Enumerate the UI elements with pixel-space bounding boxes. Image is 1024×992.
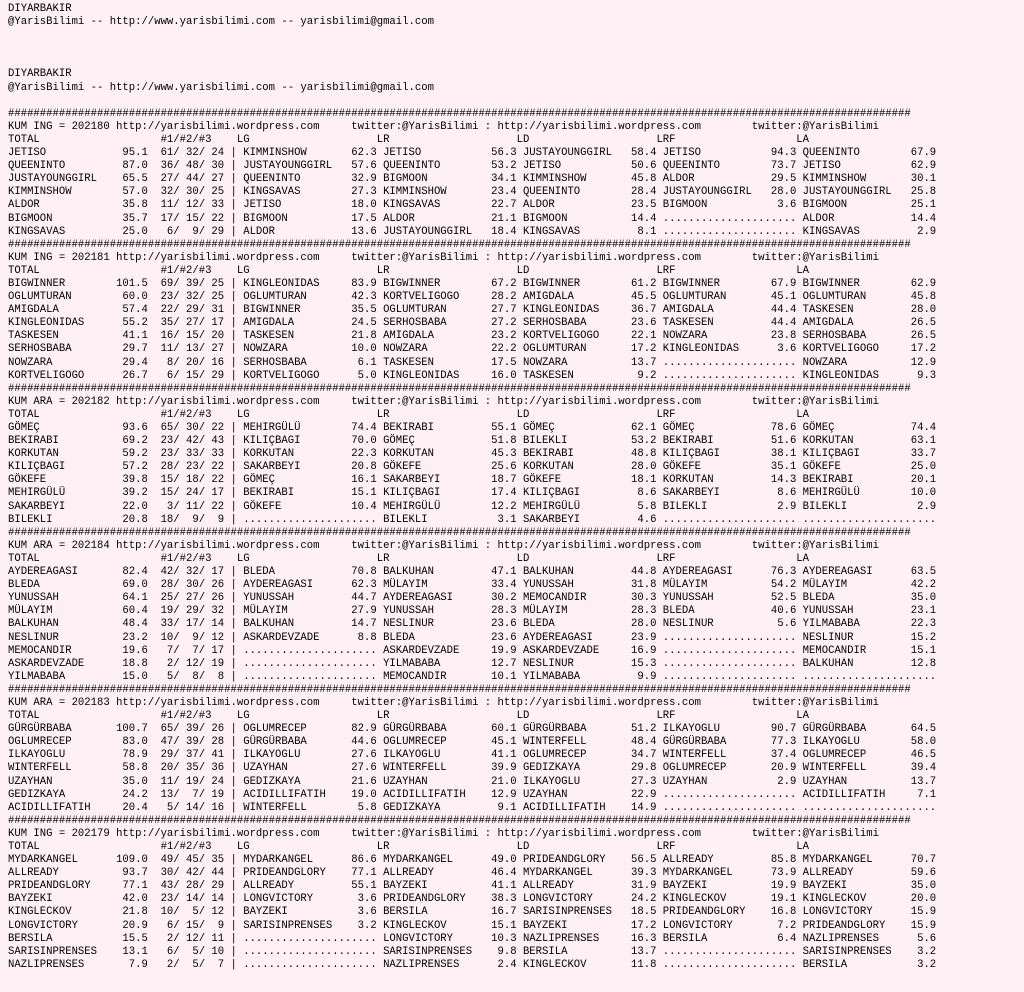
document-line: ILKAYOGLU 78.9 29/ 37/ 41 | ILKAYOGLU 27.6 ILKAYOGLU 41.1 OGLUMRECEP 34.7 WINTERFELL 37.4 OGLUMRECEP 46.5: [8, 749, 937, 762]
document-line: BIGWINNER 101.5 69/ 39/ 25 | KINGLEONIDAS 83.9 BIGWINNER 67.2 BIGWINNER 61.2 BIGWINNER 67.9 BIGWINNER 62.9: [8, 277, 937, 290]
document-line: AMIGDALA 57.4 22/ 29/ 31 | BIGWINNER 35.5 OGLUMTURAN 27.7 KINGLEONIDAS 36.7 AMIGDALA 44.4 TASKESEN 28.0: [8, 304, 937, 317]
document-line: JUSTAYOUNGGIRL 65.5 27/ 44/ 27 | QUEENINTO 32.9 BIGMOON 34.1 KIMMINSHOW 45.8 ALDOR 29.5 KIMMINSHOW 30.1: [8, 173, 937, 186]
document-line: MÜLAYIM 60.4 19/ 29/ 32 | MÜLAYIM 27.9 YUNUSSAH 28.3 MÜLAYIM 28.3 BLEDA 40.6 YUNUSSAH 23.1: [8, 605, 937, 618]
document-line: KUM ING = 202181 http://yarisbilimi.wordpress.com twitter:@YarisBilimi : http://yarisbilimi.wordpress.com twitter:@YarisBilimi: [8, 251, 879, 264]
document-line: AYDEREAGASI 82.4 42/ 32/ 17 | BLEDA 70.8 BALKUHAN 47.1 BALKUHAN 44.8 AYDEREAGASI 76.3 AYDEREAGASI 63.5: [8, 566, 937, 579]
document-line: JETISO 95.1 61/ 32/ 24 | KIMMINSHOW 62.3 JETISO 56.3 JUSTAYOUNGGIRL 58.4 JETISO 94.3 QUEENINTO 67.9: [8, 147, 937, 160]
document-line: WINTERFELL 58.8 20/ 35/ 36 | UZAYHAN 27.6 WINTERFELL 39.9 GEDIZKAYA 29.8 OGLUMRECEP 20.9 WINTERFELL 39.4: [8, 762, 937, 775]
document-line: TOTAL #1/#2/#3 LG LR LD LRF LA: [8, 552, 810, 565]
document-line: BALKUHAN 48.4 33/ 17/ 14 | BALKUHAN 14.7 NESLINUR 23.6 BLEDA 28.0 NESLINUR 5.6 YILMABABA 22.3: [8, 618, 937, 631]
document-line: TOTAL #1/#2/#3 LG LR LD LRF LA: [8, 264, 810, 277]
document-line: KIMMINSHOW 57.0 32/ 30/ 25 | KINGSAVAS 27.3 KIMMINSHOW 23.4 QUEENINTO 28.4 JUSTAYOUNGGIRL 28.0 JUSTAYOUNGGIRL 25.8: [8, 186, 937, 199]
document-line: KUM ARA = 202184 http://yarisbilimi.wordpress.com twitter:@YarisBilimi : http://yarisbilimi.wordpress.com twitter:@YarisBilimi: [8, 539, 879, 552]
document-line: GEDIZKAYA 24.2 13/ 7/ 19 | ACIDILLIFATIH 19.0 ACIDILLIFATIH 12.9 UZAYHAN 22.9 ..................... ACIDILLIFATIH 7.1: [8, 788, 937, 801]
document-line: ##############################################################################################################################################: [8, 382, 911, 395]
document-line: YILMABABA 15.0 5/ 8/ 8 | ..................... MEMOCANDIR 10.1 YILMABABA 9.9 ..................... .....................: [8, 670, 937, 683]
document-line: KORTVELIGOGO 26.7 6/ 15/ 29 | KORTVELIGOGO 5.0 KINGLEONIDAS 16.0 TASKESEN 9.2 ..................... KINGLEONIDAS 9.3: [8, 369, 937, 382]
document-line: KUM ARA = 202182 http://yarisbilimi.wordpress.com twitter:@YarisBilimi : http://yarisbilimi.wordpress.com twitter:@YarisBilimi: [8, 395, 879, 408]
document-line: KINGSAVAS 25.0 6/ 9/ 29 | ALDOR 13.6 JUSTAYOUNGGIRL 18.4 KINGSAVAS 8.1 ..................... KINGSAVAS 2.9: [8, 225, 937, 238]
document-line: OGLUMRECEP 83.0 47/ 39/ 28 | GÜRGÜRBABA 44.6 OGLUMRECEP 45.1 WINTERFELL 48.4 GÜRGÜRBABA 77.3 ILKAYOGLU 58.0: [8, 736, 937, 749]
document-line: KORKUTAN 59.2 23/ 33/ 33 | KORKUTAN 22.3 KORKUTAN 45.3 BEKIRABI 48.8 KILIÇBAGI 38.1 KILIÇBAGI 33.7: [8, 448, 937, 461]
document-line: UZAYHAN 35.0 11/ 19/ 24 | GEDIZKAYA 21.6 UZAYHAN 21.0 ILKAYOGLU 27.3 UZAYHAN 2.9 UZAYHAN 13.7: [8, 775, 937, 788]
document-line: NESLINUR 23.2 10/ 9/ 12 | ASKARDEVZADE 8.8 BLEDA 23.6 AYDEREAGASI 23.9 ..................... NESLINUR 15.2: [8, 631, 937, 644]
document-line: KILIÇBAGI 57.2 28/ 23/ 22 | SAKARBEYI 20.8 GÖKEFE 25.6 KORKUTAN 28.0 GÖKEFE 35.1 GÖKEFE 25.0: [8, 461, 937, 474]
document-line: MEMOCANDIR 19.6 7/ 7/ 17 | ..................... ASKARDEVZADE 19.9 ASKARDEVZADE 16.9 ..................... MEMOCANDIR 15.1: [8, 644, 937, 657]
document-line: KUM ING = 202180 http://yarisbilimi.wordpress.com twitter:@YarisBilimi : http://yarisbilimi.wordpress.com twitter:@YarisBilimi: [8, 120, 879, 133]
document-line: ACIDILLIFATIH 20.4 5/ 14/ 16 | WINTERFELL 5.8 GEDIZKAYA 9.1 ACIDILLIFATIH 14.9 ..................... .....................: [8, 801, 937, 814]
document-line: [8, 42, 1024, 55]
document-line: [8, 55, 1024, 68]
document-line: KUM ING = 202179 http://yarisbilimi.wordpress.com twitter:@YarisBilimi : http://yarisbilimi.wordpress.com twitter:@YarisBilimi: [8, 827, 879, 840]
document-line: QUEENINTO 87.0 36/ 48/ 30 | JUSTAYOUNGGIRL 57.6 QUEENINTO 53.2 JETISO 50.6 QUEENINTO 73.7 JETISO 62.9: [8, 160, 937, 173]
document-line: SERHOSBABA 29.7 11/ 13/ 27 | NOWZARA 10.0 NOWZARA 22.2 OGLUMTURAN 17.2 KINGLEONIDAS 3.6 KORTVELIGOGO 17.2: [8, 343, 937, 356]
document-line: SAKARBEYI 22.0 3/ 11/ 22 | GÖKEFE 10.4 MEHIRGÜLÜ 12.2 MEHIRGÜLÜ 5.8 BILEKLI 2.9 BILEKLI 2.9: [8, 500, 937, 513]
document-line: MEHIRGÜLÜ 39.2 15/ 24/ 17 | BEKIRABI 15.1 KILIÇBAGI 17.4 KILIÇBAGI 8.6 SAKARBEYI 8.6 MEHIRGÜLÜ 10.0: [8, 487, 937, 500]
document-line: GÖMEÇ 93.6 65/ 30/ 22 | MEHIRGÜLÜ 74.4 BEKIRABI 55.1 GÖMEÇ 62.1 GÖMEÇ 78.6 GÖMEÇ 74.4: [8, 422, 937, 434]
document-line: TOTAL #1/#2/#3 LG LR LD LRF LA: [8, 408, 810, 421]
document-line: TASKESEN 41.1 16/ 15/ 20 | TASKESEN 21.8 AMIGDALA 23.2 KORTVELIGOGO 22.1 NOWZARA 23.8 SERHOSBABA 26.5: [8, 330, 937, 343]
document-line: DIYARBAKIR: [8, 3, 72, 15]
document-line: [8, 29, 1024, 42]
document-line: ##############################################################################################################################################: [8, 683, 911, 696]
document-line: YUNUSSAH 64.1 25/ 27/ 26 | YUNUSSAH 44.7 AYDEREAGASI 30.2 MEMOCANDIR 30.3 YUNUSSAH 52.5 BLEDA 35.0: [8, 592, 937, 605]
document-line: ##############################################################################################################################################: [8, 107, 911, 120]
document-line: BEKIRABI 69.2 23/ 42/ 43 | KILIÇBAGI 70.0 GÖMEÇ 51.8 BILEKLI 53.2 BEKIRABI 51.6 KORKUTAN 63.1: [8, 435, 937, 448]
document-line: TOTAL #1/#2/#3 LG LR LD LRF LA: [8, 841, 810, 853]
document-line: GÖKEFE 39.8 15/ 18/ 22 | GÖMEÇ 16.1 SAKARBEYI 18.7 GÖKEFE 18.1 KORKUTAN 14.3 BEKIRABI 20.1: [8, 474, 937, 487]
document-line: @YarisBilimi -- http://www.yarisbilimi.com -- yarisbilimi@gmail.com: [8, 81, 434, 94]
document-line: SARISINPRENSES 13.1 6/ 5/ 10 | ..................... SARISINPRENSES 9.8 BERSILA 13.7 ..................... SARISINPRENSES 3.2: [8, 945, 937, 958]
document-line: TOTAL #1/#2/#3 LG LR LD LRF LA: [8, 710, 810, 723]
document-line: NAZLIPRENSES 7.9 2/ 5/ 7 | ..................... NAZLIPRENSES 2.4 KINGLECKOV 11.8 ..................... BERSILA 3.2: [8, 958, 937, 971]
document-line: KUM ARA = 202183 http://yarisbilimi.wordpress.com twitter:@YarisBilimi : http://yarisbilimi.wordpress.com twitter:@YarisBilimi: [8, 696, 879, 709]
document-line: ALDOR 35.8 11/ 12/ 33 | JETISO 18.0 KINGSAVAS 22.7 ALDOR 23.5 BIGMOON 3.6 BIGMOON 25.1: [8, 199, 937, 212]
document-line: @YarisBilimi -- http://www.yarisbilimi.com -- yarisbilimi@gmail.com: [8, 16, 434, 29]
document-line: [8, 95, 1024, 108]
document-line: BILEKLI 20.8 18/ 9/ 9 | ..................... BILEKLI 3.1 SAKARBEYI 4.6 ..................... .....................: [8, 513, 937, 526]
document-line: BAYZEKI 42.0 23/ 14/ 14 | LONGVICTORY 3.6 PRIDEANDGLORY 38.3 LONGVICTORY 24.2 KINGLECKOV 19.1 KINGLECKOV 20.0: [8, 893, 937, 906]
document-line: ##############################################################################################################################################: [8, 238, 911, 251]
document-line: BIGMOON 35.7 17/ 15/ 22 | BIGMOON 17.5 ALDOR 21.1 BIGMOON 14.4 ..................... ALDOR 14.4: [8, 212, 937, 225]
document-line: OGLUMTURAN 60.0 23/ 32/ 25 | OGLUMTURAN 42.3 KORTVELIGOGO 28.2 AMIGDALA 45.5 OGLUMTURAN 45.1 OGLUMTURAN 45.8: [8, 291, 937, 304]
document-line: BERSILA 15.5 2/ 12/ 11 | ..................... LONGVICTORY 10.3 NAZLIPRENSES 16.3 BERSILA 6.4 NAZLIPRENSES 5.6: [8, 932, 937, 945]
document-line: ##############################################################################################################################################: [8, 814, 911, 827]
document-line: ASKARDEVZADE 18.8 2/ 12/ 19 | ..................... YILMABABA 12.7 NESLINUR 15.3 ..................... BALKUHAN 12.8: [8, 657, 937, 670]
document-line: TOTAL #1/#2/#3 LG LR LD LRF LA: [8, 133, 810, 146]
document-line: ##############################################################################################################################################: [8, 526, 911, 539]
document-line: ALLREADY 93.7 30/ 42/ 44 | PRIDEANDGLORY 77.1 ALLREADY 46.4 MYDARKANGEL 39.3 MYDARKANGEL 73.9 ALLREADY 59.6: [8, 867, 937, 880]
document-line: GÜRGÜRBABA 100.7 65/ 39/ 26 | OGLUMRECEP 82.9 GÜRGÜRBABA 60.1 GÜRGÜRBABA 51.2 ILKAYOGLU 90.7 GÜRGÜRBABA 64.5: [8, 723, 937, 736]
document-line: MYDARKANGEL 109.0 49/ 45/ 35 | MYDARKANGEL 86.6 MYDARKANGEL 49.0 PRIDEANDGLORY 56.5 ALLREADY 85.8 MYDARKANGEL 70.7: [8, 854, 937, 867]
document-line: DIYARBAKIR: [8, 68, 72, 81]
document-line: KINGLEONIDAS 55.2 35/ 27/ 17 | AMIGDALA 24.5 SERHOSBABA 27.2 SERHOSBABA 23.6 TASKESEN 44.4 AMIGDALA 26.5: [8, 317, 937, 330]
document-line: PRIDEANDGLORY 77.1 43/ 28/ 29 | ALLREADY 55.1 BAYZEKI 41.1 ALLREADY 31.9 BAYZEKI 19.9 BAYZEKI 35.0: [8, 880, 937, 893]
document-line: LONGVICTORY 20.9 6/ 15/ 9 | SARISINPRENSES 3.2 KINGLECKOV 15.1 BAYZEKI 17.2 LONGVICTORY 7.2 PRIDEANDGLORY 15.9: [8, 919, 937, 932]
document-line: BLEDA 69.0 28/ 30/ 26 | AYDEREAGASI 62.3 MÜLAYIM 33.4 YUNUSSAH 31.8 MÜLAYIM 54.2 MÜLAYIM 42.2: [8, 579, 937, 592]
document-line: NOWZARA 29.4 8/ 20/ 16 | SERHOSBABA 6.1 TASKESEN 17.5 NOWZARA 13.7 ..................... NOWZARA 12.9: [8, 356, 937, 369]
document-line: KINGLECKOV 21.8 10/ 5/ 12 | BAYZEKI 3.6 BERSILA 16.7 SARISINPRENSES 18.5 PRIDEANDGLORY 16.8 LONGVICTORY 15.9: [8, 906, 937, 919]
